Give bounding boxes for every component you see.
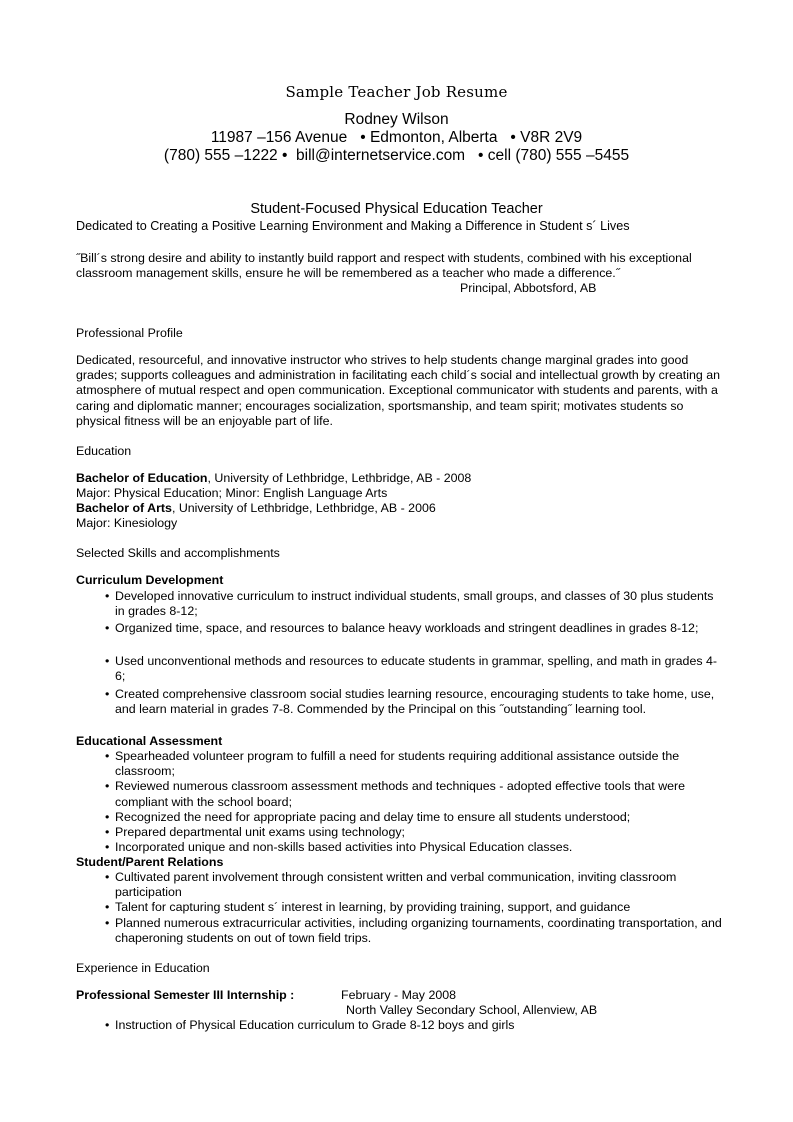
bullet-icon: • — [105, 1018, 110, 1032]
list-item: • Used unconventional methods and resources to educate students in grammar, spelling, and math in grades 4-6; — [105, 654, 717, 684]
list-item: • Created comprehensive classroom social studies learning resource, encouraging students to take home, use, and learn material in grades 7-8. Commended by the Principal on this ˝outstanding˝ learning tool. — [105, 687, 715, 717]
degree-major: Major: Physical Education; Minor: English Language Arts — [76, 486, 388, 500]
bullet-icon: • — [105, 825, 110, 840]
category-curriculum-development: Curriculum Development — [76, 573, 224, 587]
objective-tagline: Dedicated to Creating a Positive Learning Environment and Making a Difference in Student s´ Lives — [76, 219, 630, 233]
degree-major: Major: Kinesiology — [76, 516, 178, 530]
testimonial-attribution: Principal, Abbotsford, AB — [460, 281, 597, 295]
bullet-icon: • — [105, 915, 110, 930]
education-entry-2 — [76, 501, 721, 516]
bullet-icon: • — [105, 749, 110, 763]
experience-role: Professional Semester III Internship : — [76, 988, 295, 1002]
education-heading: Education — [76, 444, 132, 458]
profile-text: Dedicated, resourceful, and innovative instructor who strives to help students change marginal grades into good grades; supports colleagues and administration in facilitating each child´s social and intellectual growth by creating an atmosphere of mutual respect and open communication. Exceptional communicator with students and parents, with a caring and diplomatic manner; encourages socialization, sportsmanship, and team spirit; motivates students so physical fitness will be an enjoyable part of life. — [76, 353, 720, 428]
list-item: • Instruction of Physical Education curriculum to Grade 8-12 boys and girls — [105, 1018, 515, 1032]
list-item: • Reviewed numerous classroom assessment methods and techniques - adopted effective tools that were compliant with the school board; — [105, 779, 686, 809]
candidate-name: Rodney Wilson — [344, 111, 449, 128]
contact-line: (780) 555 –1222 • bill@internetservice.com • cell (780) 555 –5455 — [163, 147, 630, 164]
list-item: • Recognized the need for appropriate pacing and delay time to ensure all students understood; — [105, 809, 631, 824]
bullet-icon: • — [105, 621, 110, 635]
bullet-icon: • — [105, 900, 110, 915]
degree-detail: , University of Lethbridge, Lethbridge, AB - 2006 — [171, 501, 436, 515]
list-item: • Organized time, space, and resources to balance heavy workloads and stringent deadlines in grades 8-12; — [105, 621, 699, 635]
category-educational-assessment: Educational Assessment — [76, 734, 223, 748]
list-item: • Spearheaded volunteer program to fulfill a need for students requiring additional assistance outside the classroom; — [105, 749, 680, 779]
profile-heading: Professional Profile — [76, 326, 183, 340]
skills-heading: Selected Skills and accomplishments — [76, 546, 280, 560]
bullet-list — [105, 589, 725, 717]
education-entry-1 — [76, 471, 721, 486]
bullet-list — [105, 1018, 725, 1033]
bullet-icon: • — [105, 654, 110, 668]
address-line: 11987 –156 Avenue • Edmonton, Alberta • V8R 2V9 — [210, 129, 583, 146]
bullet-list — [105, 749, 725, 855]
experience-heading: Experience in Education — [76, 961, 210, 975]
bullet-icon: • — [105, 589, 110, 603]
testimonial-quote: ˝Bill´s strong desire and ability to instantly build rapport and respect with students, combined with his exceptional classroom management skills, ensure he will be remembered as a teacher who made a difference.˝ — [76, 251, 692, 281]
list-item: • Planned numerous extracurricular activities, including organizing tournaments, coordinating transportation, and chaperoning students on out of town field trips. — [105, 915, 722, 945]
list-item: • Prepared departmental unit exams using technology; — [105, 825, 405, 840]
degree-title: Bachelor of Arts — [76, 501, 172, 515]
document-title: Sample Teacher Job Resume — [285, 83, 508, 101]
category-student-parent-relations: Student/Parent Relations — [76, 855, 224, 869]
bullet-icon: • — [105, 840, 110, 855]
list-item: • Cultivated parent involvement through consistent written and verbal communication, inviting classroom participation — [105, 870, 677, 900]
bullet-icon: • — [105, 779, 110, 794]
bullet-list — [105, 870, 725, 946]
bullet-icon: • — [105, 687, 110, 701]
list-item: • Talent for capturing student s´ interest in learning, by providing training, support, and guidance — [105, 900, 631, 915]
experience-dates: February - May 2008 — [341, 988, 457, 1002]
list-item: • Developed innovative curriculum to instruct individual students, small groups, and classes of 30 plus students in grades 8-12; — [105, 589, 714, 619]
bullet-icon: • — [105, 809, 110, 824]
bullet-icon: • — [105, 870, 110, 884]
objective-title: Student-Focused Physical Education Teacher — [250, 201, 543, 217]
degree-detail: , University of Lethbridge, Lethbridge, AB - 2008 — [207, 471, 472, 485]
degree-title: Bachelor of Education — [76, 471, 208, 485]
experience-school: North Valley Secondary School, Allenview, AB — [346, 1003, 598, 1017]
list-item: • Incorporated unique and non-skills based activities into Physical Education classes. — [105, 840, 573, 855]
